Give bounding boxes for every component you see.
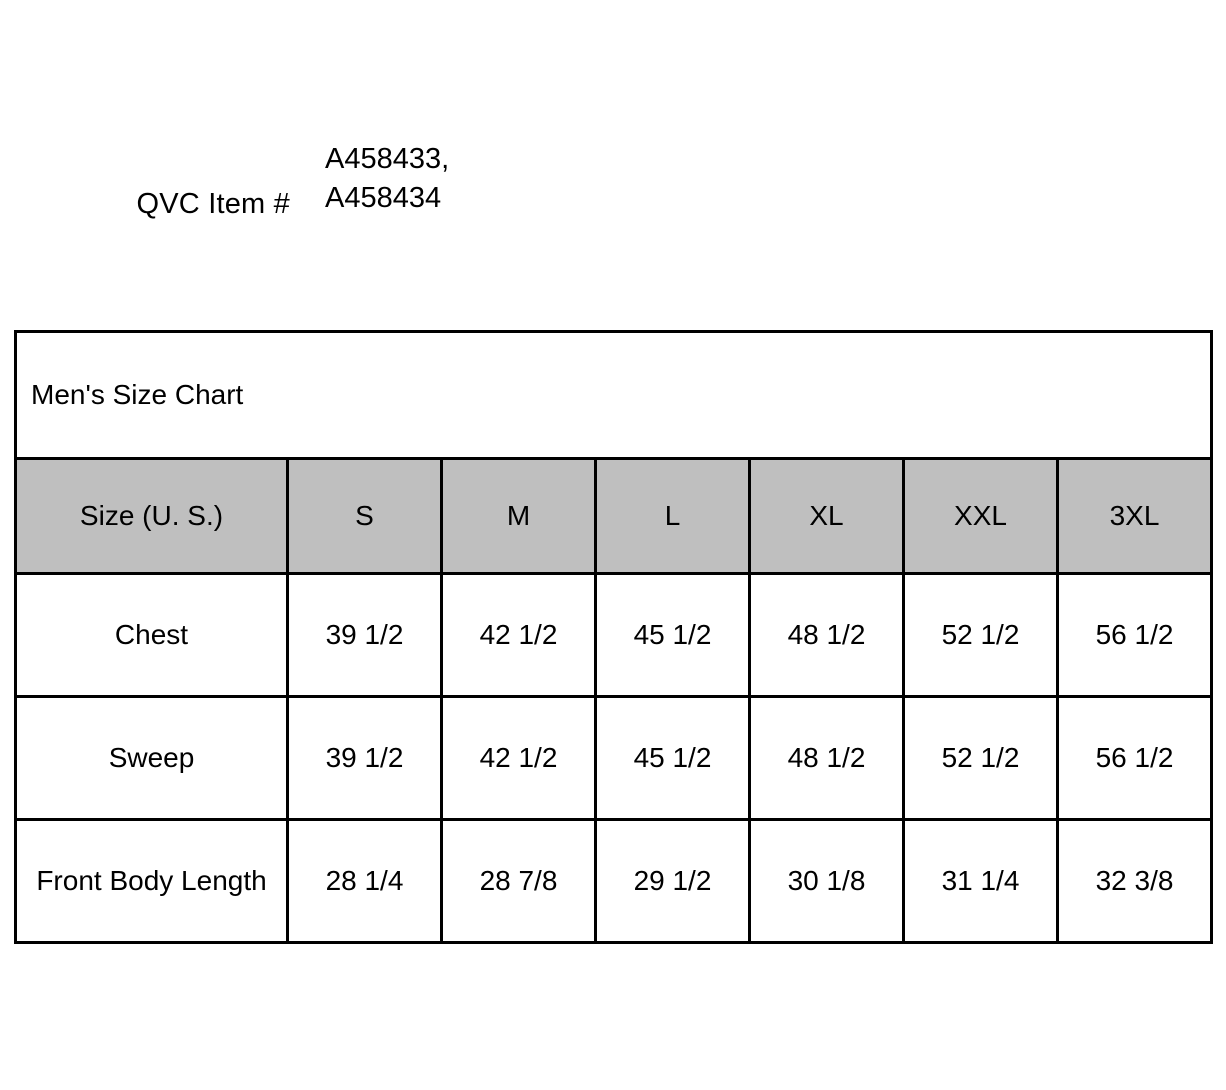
cell-chest-m: 42 1/2	[442, 574, 596, 697]
column-header-size-3xl: 3XL	[1058, 459, 1212, 574]
cell-chest-s: 39 1/2	[288, 574, 442, 697]
row-label-sweep: Sweep	[16, 697, 288, 820]
cell-front-body-length-s: 28 1/4	[288, 820, 442, 943]
cell-front-body-length-m: 28 7/8	[442, 820, 596, 943]
cell-sweep-3xl: 56 1/2	[1058, 697, 1212, 820]
cell-sweep-l: 45 1/2	[596, 697, 750, 820]
item-number-block	[0, 140, 1226, 221]
row-label-front-body-length: Front Body Length	[16, 820, 288, 943]
cell-sweep-m: 42 1/2	[442, 697, 596, 820]
cell-chest-xl: 48 1/2	[750, 574, 904, 697]
cell-front-body-length-3xl: 32 3/8	[1058, 820, 1212, 943]
size-chart-container	[14, 330, 1212, 944]
item-number-label: QVC Item #	[136, 188, 290, 220]
table-row	[16, 820, 1212, 943]
column-header-size-xl: XL	[750, 459, 904, 574]
table-row	[16, 697, 1212, 820]
cell-chest-l: 45 1/2	[596, 574, 750, 697]
item-number-line-1: A458433,	[325, 143, 450, 175]
cell-front-body-length-xxl: 31 1/4	[904, 820, 1058, 943]
item-number-line-2: A458434	[325, 181, 442, 214]
cell-sweep-xl: 48 1/2	[750, 697, 904, 820]
cell-sweep-s: 39 1/2	[288, 697, 442, 820]
cell-chest-xxl: 52 1/2	[904, 574, 1058, 697]
column-header-size-m: M	[442, 459, 596, 574]
column-header-metric: Size (U. S.)	[16, 459, 288, 574]
cell-front-body-length-xl: 30 1/8	[750, 820, 904, 943]
cell-chest-3xl: 56 1/2	[1058, 574, 1212, 697]
table-title-row	[16, 332, 1212, 459]
column-header-size-l: L	[596, 459, 750, 574]
column-header-size-xxl: XXL	[904, 459, 1058, 574]
cell-front-body-length-l: 29 1/2	[596, 820, 750, 943]
cell-sweep-xxl: 52 1/2	[904, 697, 1058, 820]
column-header-size-s: S	[288, 459, 442, 574]
row-label-chest: Chest	[16, 574, 288, 697]
size-chart-table	[14, 330, 1213, 944]
item-number-values	[290, 140, 449, 217]
table-header-row	[16, 459, 1212, 574]
size-chart-title: Men's Size Chart	[16, 332, 1212, 459]
table-row	[16, 574, 1212, 697]
